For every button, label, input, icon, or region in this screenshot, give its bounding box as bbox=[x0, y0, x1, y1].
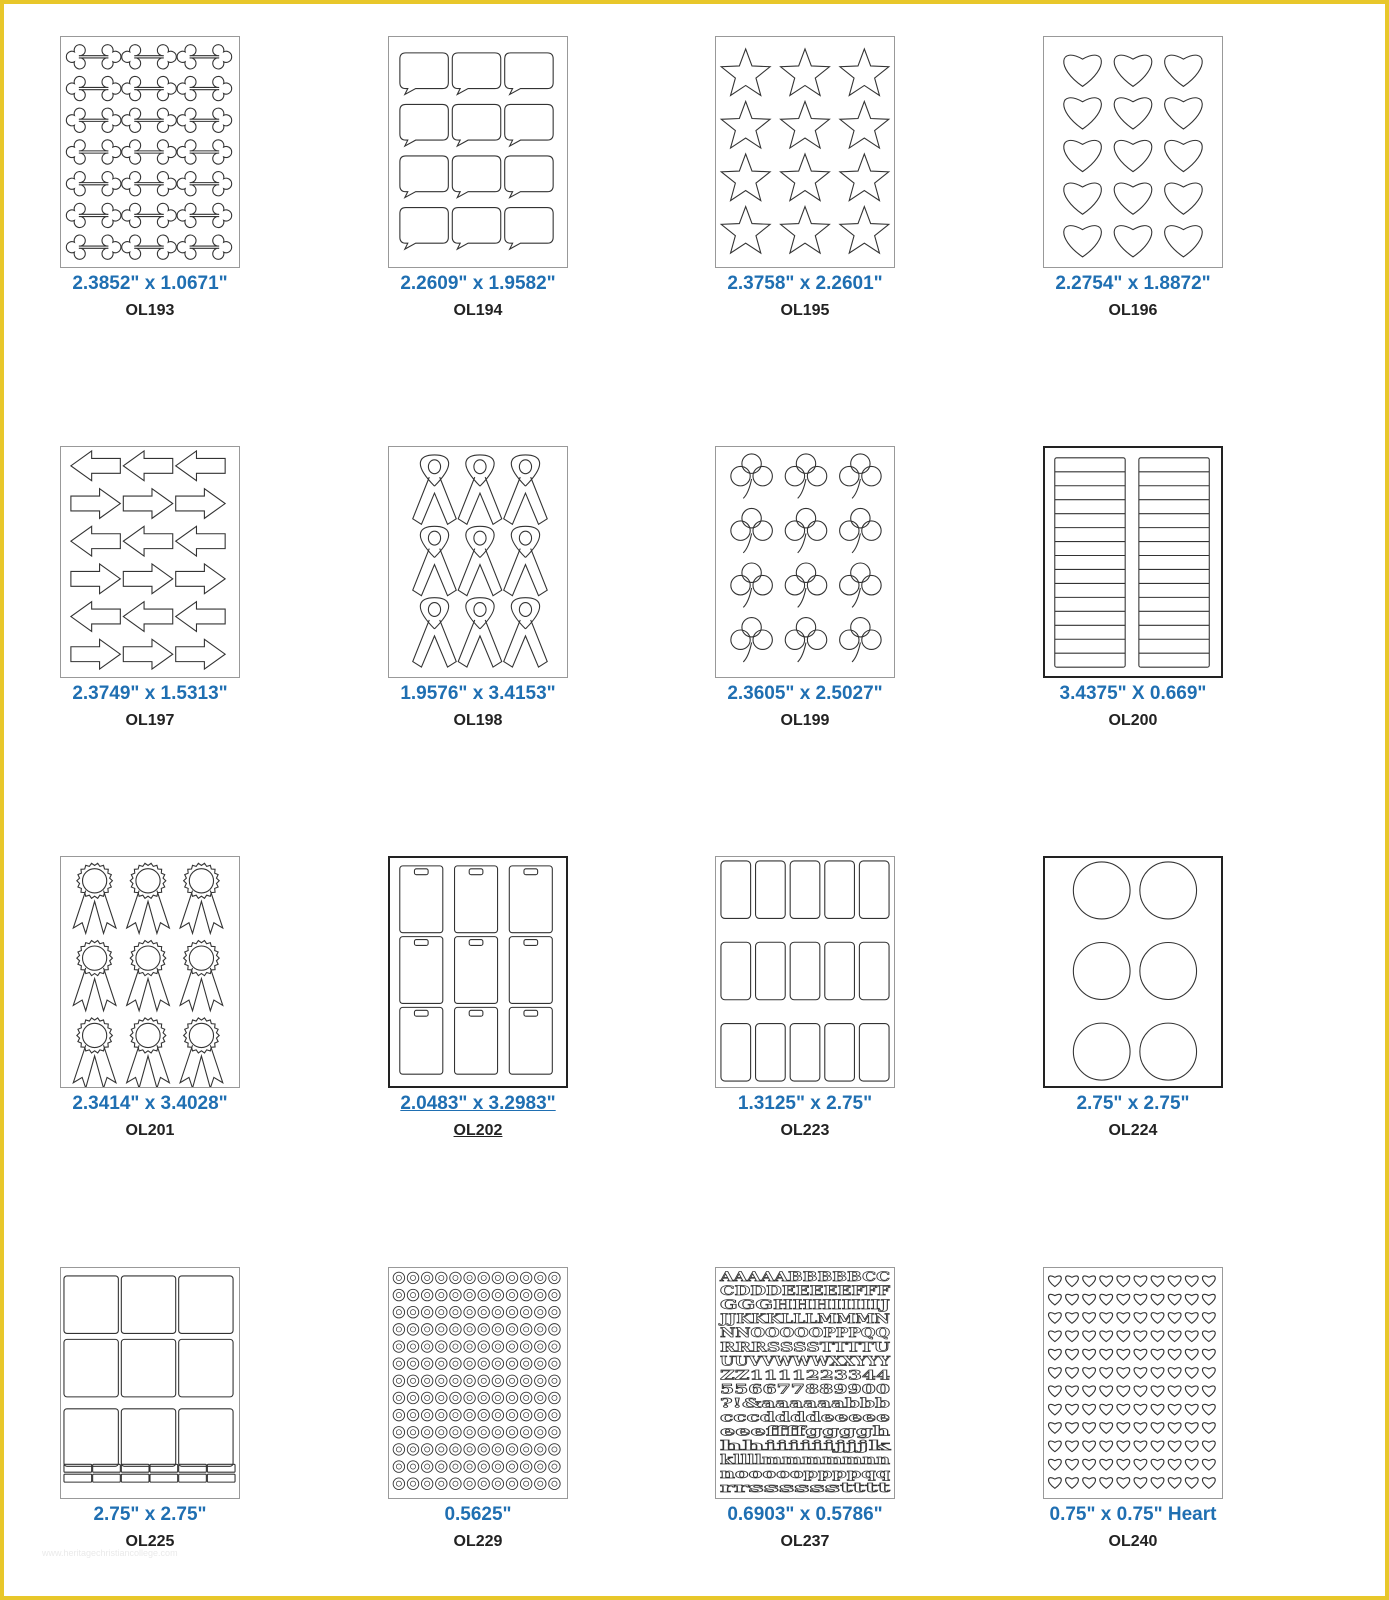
template-preview-image[interactable] bbox=[388, 1267, 568, 1499]
label-size-link[interactable]: 0.5625" bbox=[444, 1504, 512, 1525]
label-code[interactable]: OL200 bbox=[1108, 712, 1158, 729]
label-size-link[interactable]: 0.75" x 0.75" Heart bbox=[1049, 1504, 1217, 1525]
label-size-link[interactable]: 2.3852" x 1.0671" bbox=[72, 273, 228, 294]
template-preview-image[interactable] bbox=[60, 36, 240, 268]
star-icon bbox=[716, 37, 894, 267]
label-code[interactable]: OL202 bbox=[453, 1122, 503, 1139]
label-code[interactable]: OL198 bbox=[453, 712, 503, 729]
svg-text:ZZ1111223344: ZZ1111223344 bbox=[719, 1368, 891, 1384]
rounded-rectangle-icon bbox=[716, 857, 894, 1087]
heart-icon bbox=[1044, 37, 1222, 267]
svg-text:556677889900: 556677889900 bbox=[719, 1382, 891, 1398]
label-size-link[interactable]: 2.75" x 2.75" bbox=[1076, 1093, 1190, 1114]
svg-text:noooooppppqq: noooooppppqq bbox=[719, 1466, 891, 1482]
label-code[interactable]: OL225 bbox=[125, 1533, 175, 1550]
label-code[interactable]: OL195 bbox=[780, 302, 830, 319]
label-size-link[interactable]: 2.2754" x 1.8872" bbox=[1055, 273, 1211, 294]
strip-label-icon bbox=[1045, 448, 1221, 676]
label-code[interactable]: OL199 bbox=[780, 712, 830, 729]
template-preview-image[interactable] bbox=[388, 36, 568, 268]
label-size-link[interactable]: 2.3605" x 2.5027" bbox=[727, 683, 883, 704]
label-code[interactable]: OL201 bbox=[125, 1122, 175, 1139]
label-code[interactable]: OL224 bbox=[1108, 1122, 1158, 1139]
arrow-icon bbox=[61, 447, 239, 677]
svg-text:kllllmmmmmnn: kllllmmmmmnn bbox=[719, 1452, 891, 1468]
label-code[interactable]: OL240 bbox=[1108, 1533, 1158, 1550]
template-preview-image[interactable] bbox=[1043, 36, 1223, 268]
label-code[interactable]: OL237 bbox=[780, 1533, 830, 1550]
label-size-link[interactable]: 3.4375" X 0.669" bbox=[1059, 683, 1207, 704]
small-circle-icon bbox=[389, 1268, 567, 1498]
template-preview-image[interactable] bbox=[1043, 856, 1223, 1088]
template-preview-image[interactable] bbox=[715, 856, 895, 1088]
template-preview-image[interactable] bbox=[715, 36, 895, 268]
svg-text:NNOOOOOPPPQQ: NNOOOOOPPPQQ bbox=[719, 1326, 891, 1342]
svg-text:cccddddeeeee: cccddddeeeee bbox=[719, 1410, 891, 1426]
template-preview-image[interactable] bbox=[715, 446, 895, 678]
shamrock-icon bbox=[716, 447, 894, 677]
ribbon-icon bbox=[389, 447, 567, 677]
template-preview-image[interactable] bbox=[60, 856, 240, 1088]
label-size-link[interactable]: 0.6903" x 0.5786" bbox=[727, 1504, 883, 1525]
label-size-link[interactable]: 2.3758" x 2.2601" bbox=[727, 273, 883, 294]
label-code[interactable]: OL223 bbox=[780, 1122, 830, 1139]
small-heart-icon bbox=[1044, 1268, 1222, 1498]
svg-text:UUVVWWWXXYYY: UUVVWWWXXYYY bbox=[719, 1354, 892, 1370]
square-icon bbox=[61, 1268, 239, 1498]
label-size-link[interactable]: 2.3749" x 1.5313" bbox=[72, 683, 228, 704]
watermark: www.heritagechristiancollege.com bbox=[42, 1548, 178, 1558]
template-preview-image[interactable] bbox=[388, 446, 568, 678]
svg-text:GGGHHHIIIIIJ: GGGHHHIIIIIJ bbox=[719, 1298, 891, 1314]
label-size-link[interactable]: 2.0483" x 3.2983" bbox=[400, 1093, 556, 1114]
svg-text:rrsssssstttt: rrsssssstttt bbox=[719, 1481, 891, 1497]
svg-text:JJKKKLLLMMMN: JJKKKLLLMMMN bbox=[718, 1312, 891, 1328]
letter-icon bbox=[716, 1268, 894, 1498]
award-rosette-icon bbox=[61, 857, 239, 1087]
speech-bubble-icon bbox=[389, 37, 567, 267]
circle-icon bbox=[1045, 858, 1221, 1086]
label-size-link[interactable]: 2.3414" x 3.4028" bbox=[72, 1093, 228, 1114]
template-preview-image[interactable] bbox=[388, 856, 568, 1088]
svg-text:AAAAABBBBBCC: AAAAABBBBBCC bbox=[718, 1269, 891, 1285]
template-preview-image[interactable] bbox=[60, 446, 240, 678]
svg-text:CDDDEEEEEFFF: CDDDEEEEEFFF bbox=[719, 1283, 891, 1299]
bone-icon bbox=[61, 37, 239, 267]
label-code[interactable]: OL193 bbox=[125, 302, 175, 319]
template-preview-image[interactable] bbox=[1043, 1267, 1223, 1499]
svg-text:?!&aaaaaabbb: ?!&aaaaaabbb bbox=[719, 1396, 891, 1412]
label-code[interactable]: OL194 bbox=[453, 302, 503, 319]
label-code[interactable]: OL197 bbox=[125, 712, 175, 729]
label-code[interactable]: OL229 bbox=[453, 1533, 503, 1550]
label-code[interactable]: OL196 bbox=[1108, 302, 1158, 319]
label-size-link[interactable]: 1.9576" x 3.4153" bbox=[400, 683, 556, 704]
template-preview-image[interactable] bbox=[715, 1267, 895, 1499]
label-size-link[interactable]: 2.75" x 2.75" bbox=[93, 1504, 207, 1525]
svg-text:eeeffffggggh: eeeffffggggh bbox=[719, 1424, 892, 1440]
svg-text:hhiiiiiijjjk: hhiiiiiijjjk bbox=[719, 1438, 893, 1454]
template-preview-image[interactable] bbox=[1043, 446, 1223, 678]
svg-text:RRRSSSSTTTTU: RRRSSSSTTTTU bbox=[719, 1340, 891, 1356]
label-size-link[interactable]: 1.3125" x 2.75" bbox=[737, 1093, 873, 1114]
tag-label-icon bbox=[390, 858, 566, 1086]
template-preview-image[interactable] bbox=[60, 1267, 240, 1499]
label-size-link[interactable]: 2.2609" x 1.9582" bbox=[400, 273, 556, 294]
